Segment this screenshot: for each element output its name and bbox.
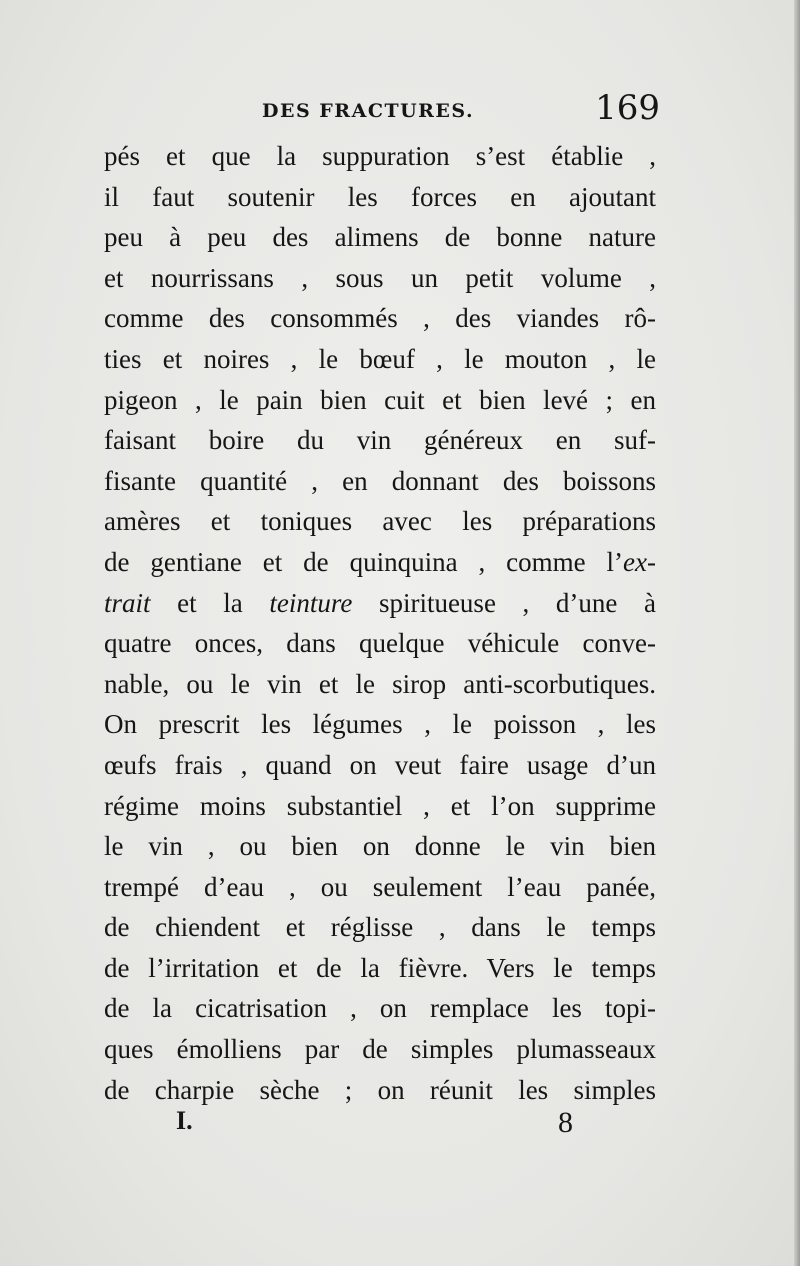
text-line — [104, 867, 656, 908]
text-line — [104, 745, 656, 786]
text-run: œufs frais , quand on veut faire usage d’un — [104, 749, 656, 780]
text-line — [104, 298, 656, 339]
page-number: 169 — [595, 88, 660, 128]
text-line — [104, 948, 656, 989]
text-run: et la — [150, 587, 270, 618]
text-run: de la cicatrisation , on remplace les topi- — [104, 993, 656, 1024]
text-run: pigeon , le pain bien cuit et bien levé ; en — [104, 384, 656, 415]
text-run: amères et toniques avec les préparations — [104, 506, 656, 537]
text-run: de charpie sèche ; on réunit les simples — [104, 1074, 656, 1105]
text-line — [104, 258, 656, 299]
text-line — [104, 583, 656, 624]
text-line — [104, 542, 656, 583]
italic-run: ex- — [623, 546, 656, 577]
italic-run: teinture — [269, 587, 353, 618]
text-run: faisant boire du vin généreux en suf- — [104, 425, 656, 456]
sheet-number: 8 — [558, 1106, 573, 1139]
text-line — [104, 380, 656, 421]
text-run: ties et noires , le bœuf , le mouton , le — [104, 343, 656, 374]
running-title: DES FRACTURES. — [262, 100, 475, 122]
text-line — [104, 623, 656, 664]
text-line — [104, 177, 656, 218]
text-run: pés et que la suppuration s’est établie , — [104, 141, 656, 171]
text-run: il faut soutenir les forces en ajoutant — [104, 181, 656, 212]
signature-mark: I. — [176, 1106, 193, 1135]
text-run: comme des consommés , des viandes rô- — [104, 303, 656, 334]
page-footer — [104, 1106, 656, 1146]
text-run: régime moins substantiel , et l’on supprime — [104, 790, 656, 821]
italic-run: trait — [104, 587, 151, 618]
text-line — [104, 461, 656, 502]
text-run: le vin , ou bien on donne le vin bien — [104, 831, 656, 862]
text-line — [104, 1070, 656, 1111]
text-line — [104, 1029, 656, 1070]
text-line — [104, 826, 656, 867]
text-run: et nourrissans , sous un petit volume , — [104, 262, 656, 293]
text-line — [104, 664, 656, 705]
text-line — [104, 339, 656, 380]
text-line — [104, 420, 656, 461]
text-line — [104, 136, 656, 177]
text-run: peu à peu des alimens de bonne nature — [104, 222, 656, 253]
text-run: ques émolliens par de simples plumasseaux — [104, 1034, 656, 1065]
text-run: de chiendent et réglisse , dans le temps — [104, 912, 656, 943]
text-run: spiritueuse , d’une à — [352, 587, 656, 618]
text-run: fisante quantité , en donnant des boissons — [104, 465, 656, 496]
text-run: de gentiane et de quinquina , comme l’ — [104, 546, 624, 577]
text-run: de l’irritation et de la fièvre. Vers le temps — [104, 952, 656, 983]
text-line — [104, 501, 656, 542]
text-line — [104, 907, 656, 948]
text-line — [104, 988, 656, 1029]
text-line — [104, 704, 656, 745]
text-run: quatre onces, dans quelque véhicule conve- — [104, 628, 656, 659]
text-line — [104, 786, 656, 827]
body-text — [104, 136, 656, 1110]
page-header — [110, 88, 660, 130]
text-run: On prescrit les légumes , le poisson , les — [104, 709, 656, 740]
text-run: nable, ou le vin et le sirop anti-scorbutiques. — [104, 668, 656, 699]
text-line — [104, 217, 656, 258]
page-edge — [794, 0, 800, 1266]
text-run: trempé d’eau , ou seulement l’eau panée, — [104, 871, 656, 902]
